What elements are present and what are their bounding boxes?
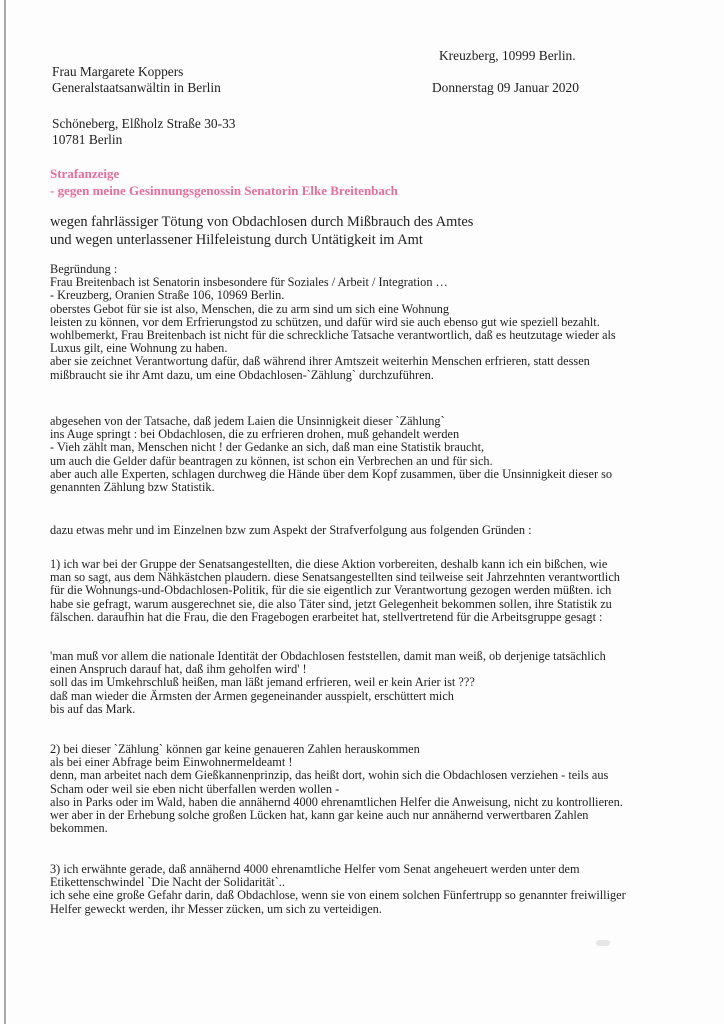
- text-line: einen Anspruch darauf hat, daß ihm geholfen wird' !: [50, 662, 307, 677]
- text-line: wer aber in der Erhebung solche großen Lücken hat, kann gar keine auch nur annähernd verwertbaren Zahlen: [50, 808, 589, 823]
- recipient-name: Frau Margarete Koppers: [52, 64, 184, 79]
- text-line: denn, man arbeitet nach dem Gießkannenprinzip, das heißt dort, wohin sich die Obdachlosen verziehen - teils aus: [50, 768, 609, 783]
- text-line: aber auch alle Experten, schlagen durchweg die Hände über dem Kopf zusammen, über die Unsinnigkeit dieser so: [50, 466, 613, 481]
- text-line: 1) ich war bei der Gruppe der Senatsangestellten, die diese Aktion vorbereiten, deshalb kann ich ein bißchen, wie: [50, 557, 608, 571]
- recipient-street: Schöneberg, Elßholz Straße 30-33: [52, 116, 236, 131]
- text-line: leisten zu können, vor dem Erfrierungstod zu schützen, und dafür wird sie auch ebenso gut wie speziell bezahlt.: [50, 314, 600, 329]
- text-line: soll das im Umkehrschluß heißen, man läßt jemand erfrieren, weil er kein Arier ist ???: [50, 675, 475, 690]
- text-line: Etikettenschwindel `Die Nacht der Solidarität`..: [50, 875, 285, 890]
- text-line: Scham oder weil sie eben nicht überfallen werden wollen -: [50, 781, 340, 796]
- paragraph-intro-gruende: [50, 524, 710, 537]
- charge-line-2: und wegen unterlassener Hilfeleistung durch Untätigkeit im Amt: [50, 232, 423, 248]
- letter-date: Donnerstag 09 Januar 2020: [432, 80, 579, 95]
- text-line: also in Parks oder im Wald, haben die annähernd 4000 ehrenamtlichen Helfer die Anweisung, nicht zu kontrollieren.: [50, 794, 623, 809]
- text-line: mißbraucht sie ihr Amt dazu, um eine Obdachlosen-`Zählung` durchzuführen.: [50, 367, 434, 382]
- text-line: genannten Zählung bzw Statistik.: [50, 480, 215, 495]
- text-line: 3) ich erwähnte gerade, daß annähernd 4000 ehrenamtliche Helfer vom Senat angeheuert werden unter dem: [50, 862, 580, 876]
- text-line: abgesehen von der Tatsache, daß jedem Laien die Unsinnigkeit dieser `Zählung`: [50, 414, 445, 428]
- text-line: fälschen. daraufhin hat die Frau, die den Fragebogen erarbeitet hat, stellvertretend für die Arbeitsgruppe gesagt :: [50, 609, 603, 624]
- text-line: wohlbemerkt, Frau Breitenbach ist nicht für die schreckliche Tatsache verantwortlich, daß es heutzutage wieder als: [50, 328, 616, 343]
- paragraph-begruendung: [50, 263, 710, 382]
- text-line: ins Auge springt : bei Obdachlosen, die zu erfrieren drohen, muß gehandelt werden: [50, 427, 460, 442]
- text-line: 'man muß vor allem die nationale Identität der Obdachlosen feststellen, damit man weiß, ob derjenige tatsächlich: [50, 649, 606, 663]
- text-line: oberstes Gebot für sie ist also, Menschen, die zu arm sind um sich eine Wohnung: [50, 301, 450, 316]
- text-line: - Kreuzberg, Oranien Straße 106, 10969 Berlin.: [50, 288, 285, 303]
- text-line: dazu etwas mehr und im Einzelnen bzw zum Aspekt der Strafverfolgung aus folgenden Gründen :: [50, 523, 532, 537]
- text-line: als bei einer Abfrage beim Einwohnermeldeamt !: [50, 755, 293, 770]
- text-line: aber sie zeichnet Verantwortung dafür, daß während ihrer Amtszeit weiterhin Menschen erfrieren, statt dessen: [50, 354, 590, 369]
- text-line: Helfer geweckt werden, ihr Messer zücken, um sich zu verteidigen.: [50, 901, 382, 916]
- scan-smudge: [596, 940, 610, 946]
- recipient-city: 10781 Berlin: [52, 132, 123, 147]
- text-line: Frau Breitenbach ist Senatorin insbesondere für Soziales / Arbeit / Integration …: [50, 275, 448, 290]
- text-line: daß man wieder die Ärmsten der Armen gegeneinander ausspielt, erschüttert mich: [50, 688, 454, 703]
- text-line: - Vieh zählt man, Menschen nicht ! der Gedanke an sich, daß man eine Statistik braucht,: [50, 440, 485, 455]
- paragraph-point-3: [50, 863, 710, 916]
- text-line: habe sie gefragt, warum ausgerechnet sie, die also Täter sind, jetzt Gelegenheit bekommen sollen, ihre Statistik zu: [50, 596, 612, 611]
- recipient-title: Generalstaatsanwältin in Berlin: [52, 80, 221, 95]
- subject-heading: Strafanzeige: [50, 166, 120, 181]
- text-line: 2) bei dieser `Zählung` können gar keine genaueren Zahlen herauskommen: [50, 742, 420, 756]
- paragraph-quote: [50, 650, 710, 716]
- text-line: ich sehe eine große Gefahr darin, daß Obdachlose, wenn sie von einem solchen Fünfertrupp so genannter freiwilliger: [50, 888, 626, 903]
- scan-edge-line: [4, 0, 6, 1024]
- text-line: Luxus gilt, eine Wohnung zu haben.: [50, 341, 228, 356]
- subject-accused: - gegen meine Gesinnungsgenossin Senatorin Elke Breitenbach: [50, 183, 398, 198]
- paragraph-zaehlung: [50, 415, 710, 494]
- text-line: Begründung :: [50, 262, 118, 276]
- paragraph-point-2: [50, 743, 710, 835]
- paragraph-point-1: [50, 558, 710, 624]
- text-line: um auch die Gelder dafür beantragen zu können, ist schon ein Verbrechen an und für sich.: [50, 453, 493, 468]
- text-line: bekommen.: [50, 821, 108, 836]
- text-line: bis auf das Mark.: [50, 701, 136, 716]
- sender-place: Kreuzberg, 10999 Berlin.: [439, 48, 576, 63]
- text-line: man so sagt, aus dem Nähkästchen plaudern. diese Senatsangestellten sind teilweise seit Jahrzehnten verantwortlich: [50, 570, 620, 585]
- charge-line-1: wegen fahrlässiger Tötung von Obdachlosen durch Mißbrauch des Amtes: [50, 214, 474, 230]
- text-line: für die Wohnungs-und-Obdachlosen-Politik, für die sie eigentlich zur Verantwortung gezogen werden müßten. ich: [50, 583, 612, 598]
